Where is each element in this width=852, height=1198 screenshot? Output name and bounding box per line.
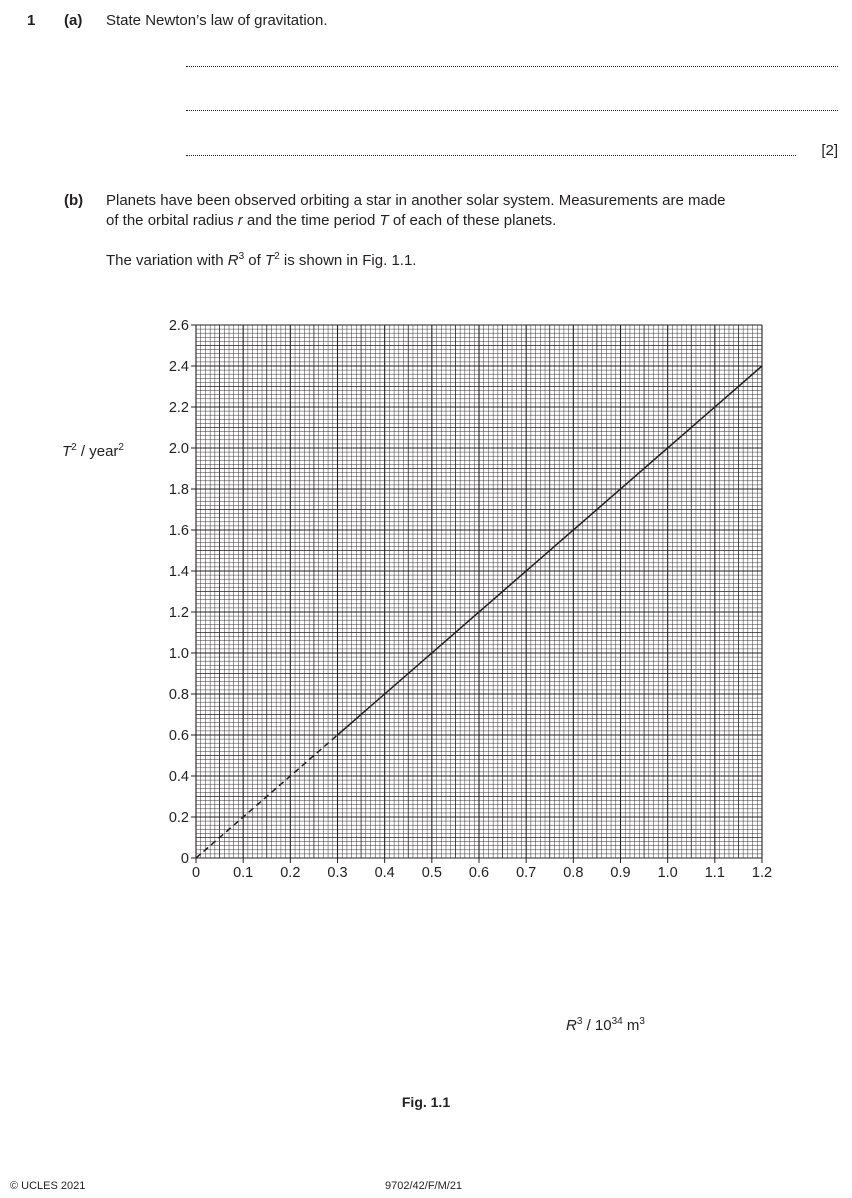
x-tick-label: 1.1 <box>704 865 725 881</box>
y-tick-label: 2.4 <box>168 359 189 375</box>
y-tick-label: 2.6 <box>168 318 189 334</box>
y-tick-label: 1.0 <box>168 646 189 662</box>
part-a-label: (a) <box>64 12 83 29</box>
x-tick-label: 0.8 <box>563 865 584 881</box>
y-axis-label: $T^2$ / year$^2$ <box>62 442 124 460</box>
x-tick-label: 0.3 <box>327 865 348 881</box>
part-a-marks: [2] <box>821 142 838 159</box>
x-tick-label: 0.6 <box>468 865 490 881</box>
part-b-text-line2: of the orbital radius r and the time period T of each of these planets. <box>106 212 557 229</box>
x-tick-label: 1.2 <box>751 865 773 881</box>
y-tick-label: 2.0 <box>168 441 189 457</box>
x-tick-label: 0.1 <box>233 865 254 881</box>
y-tick-label: 2.2 <box>168 400 189 416</box>
x-tick-label: 0.9 <box>610 865 631 881</box>
x-tick-label: 0.7 <box>516 865 537 881</box>
y-tick-label: 1.4 <box>168 564 189 580</box>
figure-caption: Fig. 1.1 <box>401 1094 451 1110</box>
y-tick-label: 0 <box>180 851 189 867</box>
x-tick-label: 0.4 <box>374 865 395 881</box>
y-tick-label: 0.6 <box>168 728 189 744</box>
x-tick-label: 1.0 <box>657 865 678 881</box>
part-a-prompt: State Newton’s law of gravitation. <box>106 12 328 29</box>
x-tick-label: 0 <box>191 865 201 881</box>
variation-statement: The variation with $R^3$ of $T^2$ is shown in Fig. 1.1. <box>106 251 417 269</box>
y-tick-label: 0.8 <box>168 687 189 703</box>
y-tick-label: 0.2 <box>168 810 189 826</box>
question-number: 1 <box>27 12 36 29</box>
part-b-text-line1: Planets have been observed orbiting a star in another solar system. Measurements are made <box>106 192 726 209</box>
y-tick-label: 1.2 <box>168 605 189 621</box>
footer-paper-code: 9702/42/F/M/21 <box>385 1180 463 1192</box>
y-tick-label: 1.6 <box>168 523 189 539</box>
x-tick-label: 0.2 <box>280 865 301 881</box>
y-tick-label: 0.4 <box>168 769 189 785</box>
x-tick-label: 0.5 <box>421 865 442 881</box>
y-tick-label: 1.8 <box>168 482 189 498</box>
part-b-label: (b) <box>64 192 84 209</box>
x-axis-label: $R^3 / 10^{34}$ $m^3$ <box>566 1016 645 1034</box>
footer-copyright: © UCLES 2021 <box>10 1180 86 1192</box>
